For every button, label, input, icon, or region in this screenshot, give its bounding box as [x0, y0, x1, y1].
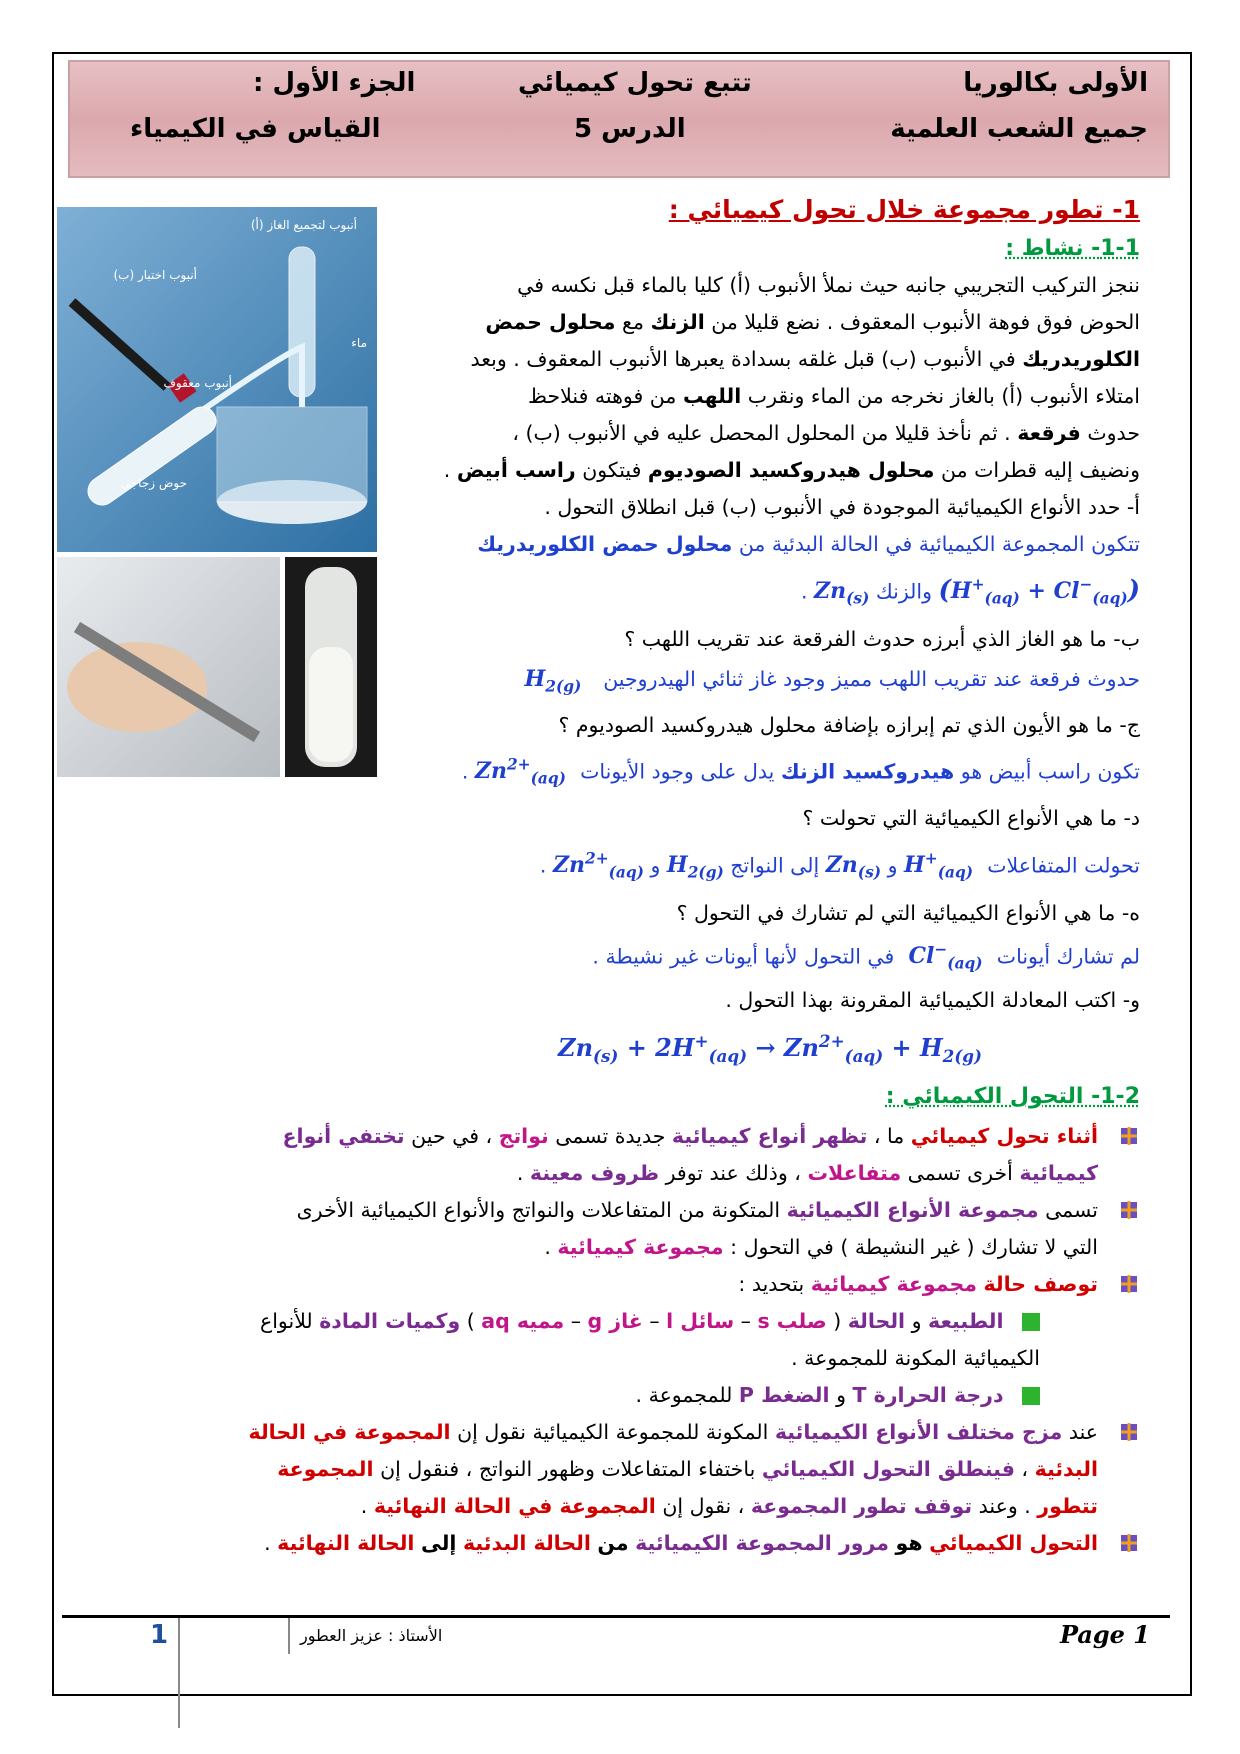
text: تختفي أنواع	[282, 1124, 405, 1148]
activity-title-text: 1-1- نشاط :	[1005, 236, 1140, 261]
text: الحالة	[847, 1309, 906, 1333]
text: المجموعة	[277, 1457, 374, 1481]
answer-d: تحولت المتفاعلات $H^+_{(aq)}$ و $Zn_{(s)}$ إلى النواتج $H_{2(g)}$ و $Zn^{2+}_{(aq)}$ .	[539, 849, 1140, 882]
arrow-bullet-icon	[1118, 1418, 1140, 1455]
label-test-tube: أنبوب اختبار (ب)	[113, 268, 197, 282]
header-streams: جميع الشعب العلمية	[890, 114, 1148, 144]
arrow-bullet-icon	[1118, 1529, 1140, 1566]
question-f: و- اكتب المعادلة الكيميائية المقرونة بهذا التحول .	[725, 988, 1140, 1013]
text: .	[360, 1494, 368, 1518]
bullet-item	[160, 1118, 1140, 1192]
text: للمجموعة .	[635, 1383, 733, 1407]
header-level: الأولى بكالوريا	[963, 68, 1148, 98]
footer-page-label: Page 1	[1059, 1620, 1150, 1649]
arrow-bullet-icon	[1118, 1122, 1140, 1159]
answer-d-and: و	[887, 853, 898, 878]
para-line: فيتكون	[582, 458, 642, 482]
answer-c: تكون راسب أبيض هو هيدروكسيد الزنك يدل على وجود الأيونات $Zn^{2+}_{(aq)}$ .	[461, 756, 1140, 788]
text: صلب s	[757, 1309, 827, 1333]
para-line: حدوث	[1087, 421, 1140, 445]
text: المتكونة من المتفاعلات والنواتج والأنواع الكيميائية الأخرى	[296, 1198, 781, 1222]
label-water: ماء	[351, 336, 367, 350]
text: )	[466, 1309, 475, 1333]
para-bold: الزنك	[650, 310, 705, 334]
text: غاز g	[587, 1309, 643, 1333]
activity-title	[400, 230, 1140, 267]
text: ، نقول إن	[662, 1494, 745, 1518]
answer-c-text: تكون راسب أبيض هو	[960, 759, 1140, 784]
text: وكميات المادة	[319, 1309, 461, 1333]
definitions-list	[160, 1118, 1140, 1562]
text: الطبيعة	[928, 1309, 1004, 1333]
text: درجة الحرارة T	[852, 1383, 1004, 1407]
text: . وعند	[978, 1494, 1031, 1518]
answer-d-text: تحولت المتفاعلات	[987, 853, 1140, 878]
text: متفاعلات	[807, 1161, 902, 1185]
text: تتطور	[1037, 1494, 1098, 1518]
text: مجموعة كيميائية	[810, 1272, 977, 1296]
question-d: د- ما هي الأنواع الكيميائية التي تحولت ؟	[802, 805, 1140, 830]
text: التي لا تشارك ( غير النشيطة ) في التحول :	[730, 1235, 1098, 1259]
answer-e-text: لم تشارك أيونات	[996, 943, 1140, 968]
subsection-2-title-text: 1-2- التحول الكيميائي :	[885, 1084, 1140, 1110]
para-line: .	[443, 458, 451, 482]
text: بتحديد :	[738, 1272, 805, 1296]
text: –	[649, 1309, 660, 1333]
section-1	[400, 190, 1140, 1115]
bullet-item	[160, 1525, 1140, 1562]
text: مجموعة كيميائية	[557, 1235, 724, 1259]
para-line: ونضيف إليه قطرات من	[941, 458, 1140, 482]
text: الحالة البدئية	[462, 1531, 591, 1555]
label-basin: حوض زجاجي	[120, 476, 187, 490]
text: ظروف معينة	[529, 1161, 660, 1185]
label-bent-tube: أنبوب معقوف	[163, 376, 232, 390]
para-line: مع	[622, 310, 644, 334]
text: ، وذلك عند توفر	[665, 1161, 801, 1185]
header-part: الجزء الأول :	[253, 68, 416, 98]
answer-a	[400, 526, 1140, 563]
question-c: ج- ما هو الأيون الذي تم إبرازه بإضافة محلول هيدروكسيد الصوديوم ؟	[558, 713, 1140, 738]
text: ، في حين	[411, 1124, 493, 1148]
text: البدئية	[1034, 1457, 1098, 1481]
answer-a-bold: محلول حمض الكلوريدريك	[477, 532, 733, 556]
text: المجموعة في الحالة	[248, 1420, 451, 1444]
header-lesson-number: الدرس 5	[574, 114, 686, 144]
experiment-figure	[57, 207, 377, 777]
green-square-icon	[1022, 1387, 1040, 1405]
text: الحالة النهائية	[277, 1531, 415, 1555]
answer-d-text2: إلى النواتج	[730, 853, 820, 878]
footer-rule	[62, 1615, 1170, 1618]
arrow-bullet-icon	[1118, 1196, 1140, 1233]
text: هو	[895, 1531, 923, 1555]
text: أثناء تحول كيميائي	[910, 1124, 1098, 1148]
question-e: ه- ما هي الأنواع الكيميائية التي لم تشارك في التحول ؟	[676, 900, 1140, 925]
para-line: الحوض فوق فوهة الأنبوب المعقوف . نضع قليلا من	[711, 310, 1140, 334]
para-line: . ثم نأخذ قليلا من المحلول المحصل عليه في الأنبوب (ب) ،	[512, 421, 1011, 445]
text: ،	[1021, 1457, 1029, 1481]
header-part-title: القياس في الكيمياء	[130, 114, 381, 144]
text: كيميائية	[1019, 1161, 1098, 1185]
text: الضغط P	[738, 1383, 830, 1407]
header-lesson-title: تتبع تحول كيميائي	[518, 68, 752, 98]
text: فينطلق التحول الكيميائي	[761, 1457, 1015, 1481]
text: تظهر أنواع كيميائية	[671, 1124, 868, 1148]
text: –	[740, 1309, 751, 1333]
text: مزج مختلف الأنواع الكيميائية	[774, 1420, 1063, 1444]
footer-divider	[288, 1618, 290, 1654]
footer-page-number: 1	[150, 1620, 169, 1650]
bullet-item	[160, 1266, 1140, 1303]
text: و	[911, 1309, 922, 1333]
text: مجموعة الأنواع الكيميائية	[786, 1198, 1039, 1222]
answer-e-text2: في التحول لأنها أيونات غير نشيطة .	[592, 943, 895, 968]
text: المكونة للمجموعة الكيميائية نقول إن	[457, 1420, 769, 1444]
question-b: ب- ما هو الغاز الذي أبرزه حدوث الفرقعة عند تقريب اللهب ؟	[624, 626, 1140, 651]
text: –	[570, 1309, 581, 1333]
text: أخرى تسمى	[907, 1161, 1013, 1185]
para-bold: محلول حمض	[485, 310, 616, 334]
para-bold: راسب أبيض	[456, 458, 576, 482]
bullet-item	[160, 1192, 1140, 1266]
text: و	[836, 1383, 846, 1407]
activity-paragraph	[400, 267, 1140, 489]
text: التحول الكيميائي	[929, 1531, 1098, 1555]
label-gas-tube: أنبوب لتجميع الغاز (أ)	[250, 218, 357, 232]
para-line: امتلاء الأنبوب (أ) بالغاز نخرجه من الماء ونقرب	[747, 384, 1140, 408]
text: للأنواع	[259, 1309, 313, 1333]
text: .	[516, 1161, 524, 1185]
text: توقف تطور المجموعة	[750, 1494, 973, 1518]
text: من	[597, 1531, 629, 1555]
text: جديدة تسمى	[555, 1124, 666, 1148]
answer-b-text: حدوث فرقعة عند تقريب اللهب مميز وجود غاز ثنائي الهيدروجين	[603, 666, 1140, 691]
text: .	[264, 1531, 271, 1555]
text: المجموعة في الحالة النهائية	[373, 1494, 656, 1518]
para-bold: الكلوريدريك	[1022, 347, 1140, 371]
text: سائل l	[666, 1309, 735, 1333]
bullet-item	[160, 1414, 1140, 1525]
text: تسمى	[1045, 1198, 1098, 1222]
subsection-2-title	[400, 1078, 1140, 1115]
green-square-icon	[1022, 1313, 1040, 1331]
reaction-equation: $Zn_{(s)} + 2H^+_{(aq)} \to Zn^{2+}_{(aq)} + H_{2(g)}$	[558, 1031, 982, 1067]
sub-bullet-item	[160, 1377, 1140, 1414]
text: مرور المجموعة الكيميائية	[635, 1531, 889, 1555]
footer-teacher: الأستاذ : عزيز العطور	[300, 1626, 443, 1645]
text: مميه aq	[481, 1309, 565, 1333]
text: إلى	[420, 1531, 457, 1555]
para-bold: اللهب	[682, 384, 742, 408]
text: توصف حالة	[983, 1272, 1098, 1296]
header-banner	[68, 60, 1170, 178]
section-1-title: 1- تطور مجموعة خلال تحول كيميائي :	[668, 195, 1140, 224]
question-a: أ- حدد الأنواع الكيميائية الموجودة في الأنبوب (ب) قبل انطلاق التحول .	[544, 495, 1140, 519]
answer-b: حدوث فرقعة عند تقريب اللهب مميز وجود غاز ثنائي الهيدروجين $H_{2(g)}$	[524, 665, 1140, 696]
para-line: ننجز التركيب التجريبي جانبه حيث نملأ الأنبوب (أ) كليا بالماء قبل نكسه في	[517, 273, 1140, 297]
answer-a-text: تتكون المجموعة الكيميائية في الحالة البدئية من	[738, 532, 1140, 556]
answer-a-formula: $(H^+_{(aq)} + Cl^-_{(aq)})$ والزنك $Zn_{(s)}$ .	[800, 575, 1140, 608]
text: نواتج	[498, 1124, 549, 1148]
footer-divider	[178, 1618, 180, 1728]
experiment-illustration	[57, 207, 377, 777]
para-bold: فرقعة	[1017, 421, 1081, 445]
answer-e: لم تشارك أيونات $Cl^-_{(aq)}$ في التحول لأنها أيونات غير نشيطة .	[592, 940, 1140, 973]
answer-a-zinc-word: والزنك	[875, 579, 932, 604]
text: ما ،	[873, 1124, 905, 1148]
para-bold: محلول هيدروكسيد الصوديوم	[647, 458, 935, 482]
answer-c-bold: هيدروكسيد الزنك	[780, 759, 955, 784]
arrow-bullet-icon	[1118, 1270, 1140, 1307]
para-line: من فوهته فنلاحظ	[528, 384, 677, 408]
para-line: في الأنبوب (ب) قبل غلقه بسدادة يعبرها الأنبوب المعقوف . وبعد	[470, 347, 1016, 371]
sub-bullet-item	[160, 1303, 1140, 1377]
text: (	[833, 1309, 842, 1333]
text: الكيميائية المكونة للمجموعة .	[791, 1346, 1040, 1370]
answer-c-text2: يدل على وجود الأيونات	[580, 759, 775, 784]
answer-d-and: و	[650, 853, 661, 878]
text: .	[544, 1235, 551, 1259]
text: باختفاء المتفاعلات وظهور النواتج ، فنقول إن	[380, 1457, 756, 1481]
text: عند	[1068, 1420, 1098, 1444]
